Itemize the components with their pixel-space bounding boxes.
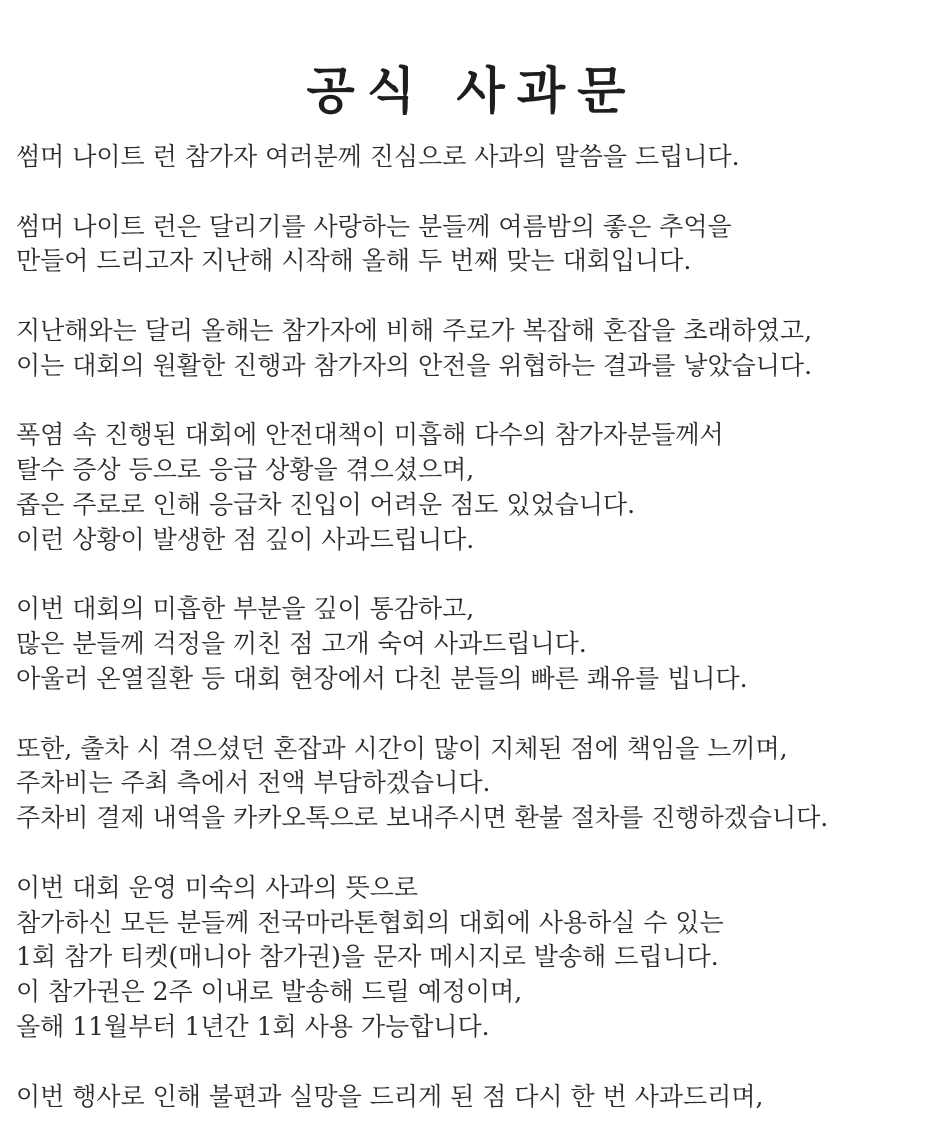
text-line: 아울러 온열질환 등 대회 현장에서 다친 분들의 빠른 쾌유를 빕니다. xyxy=(16,663,748,693)
paragraph xyxy=(16,1080,936,1115)
text-line: 이런 상황이 발생한 점 깊이 사과드립니다. xyxy=(16,524,475,554)
paragraph xyxy=(16,592,936,696)
text-line: 이 참가권은 2주 이내로 발송해 드릴 예정이며, xyxy=(16,977,523,1007)
paragraph xyxy=(16,871,936,1045)
text-line: 탈수 증상 등으로 응급 상황을 겪으셨으며, xyxy=(16,455,475,485)
text-line: 이번 대회 운영 미숙의 사과의 뜻으로 xyxy=(16,872,418,902)
text-line: 주차비는 주최 측에서 전액 부담하겠습니다. xyxy=(16,768,491,798)
text-line: 이번 행사로 인해 불편과 실망을 드리게 된 점 다시 한 번 사과드리며, xyxy=(16,1081,764,1111)
text-line: 1회 참가 티켓(매니아 참가권)을 문자 메시지로 발송해 드립니다. xyxy=(16,942,719,972)
text-line: 썸머 나이트 런은 달리기를 사랑하는 분들께 여름밤의 좋은 추억을 xyxy=(16,211,732,241)
text-line: 이번 대회의 미흡한 부분을 깊이 통감하고, xyxy=(16,594,475,624)
text-line: 참가하신 모든 분들께 전국마라톤협회의 대회에 사용하실 수 있는 xyxy=(16,907,724,937)
text-line: 썸머 나이트 런 참가자 여러분께 진심으로 사과의 말씀을 드립니다. xyxy=(16,142,740,171)
document-body xyxy=(16,140,936,1128)
text-line: 지난해와는 달리 올해는 참가자에 비해 주로가 복잡해 혼잡을 초래하였고, xyxy=(16,315,813,345)
text-line: 좁은 주로로 인해 응급차 진입이 어려운 점도 있었습니다. xyxy=(16,489,636,519)
paragraph xyxy=(16,732,936,836)
paragraph xyxy=(16,314,936,384)
text-line: 폭염 속 진행된 대회에 안전대책이 미흡해 다수의 참가자분들께서 xyxy=(16,420,724,450)
page-title: 공식 사과문 xyxy=(306,60,638,120)
text-line: 이는 대회의 원활한 진행과 참가자의 안전을 위협하는 결과를 낳았습니다. xyxy=(16,350,813,380)
text-line: 또한, 출차 시 겪으셨던 혼잡과 시간이 많이 지체된 점에 책임을 느끼며, xyxy=(16,733,788,763)
paragraph xyxy=(16,210,936,280)
text-line: 주차비 결제 내역을 카카오톡으로 보내주시면 환불 절차를 진행하겠습니다. xyxy=(16,803,829,833)
paragraph xyxy=(16,140,936,175)
paragraph xyxy=(16,418,936,557)
text-line: 만들어 드리고자 지난해 시작해 올해 두 번째 맞는 대회입니다. xyxy=(16,246,692,276)
text-line: 많은 분들께 걱정을 끼친 점 고개 숙여 사과드립니다. xyxy=(16,629,587,659)
text-line: 올해 11월부터 1년간 1회 사용 가능합니다. xyxy=(16,1011,490,1041)
